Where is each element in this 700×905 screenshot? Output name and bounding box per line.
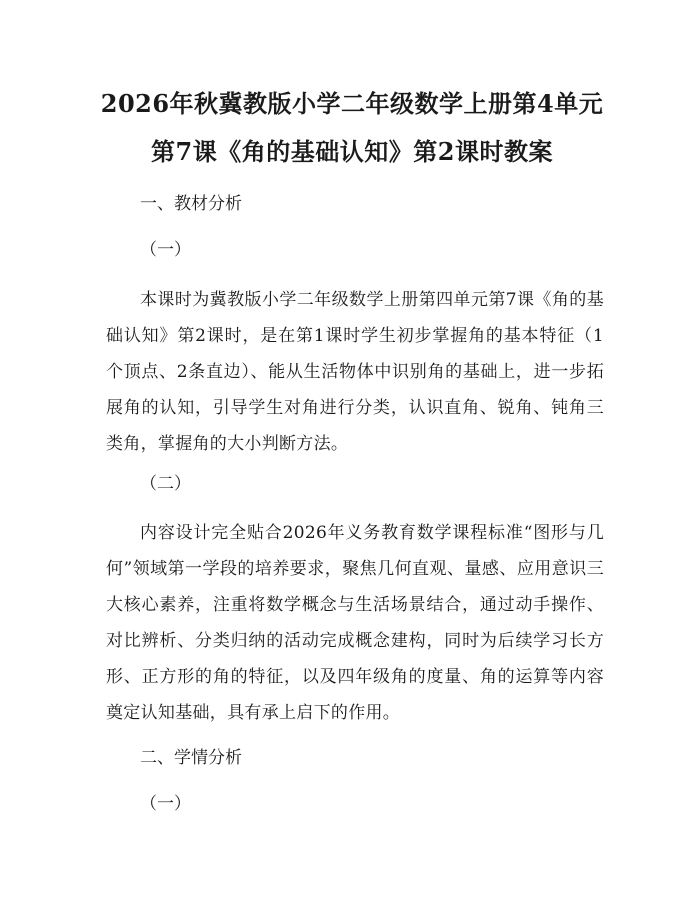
paragraph-lesson-overview: 本课时为冀教版小学二年级数学上册第四单元第7课《角的基础认知》第2课时，是在第1课时学生初步掌握角的基本特征（1个顶点、2条直边）、能从生活物体中识别角的基础上，进一步拓展角的认知，引导学生对角进行分类，认识直角、锐角、钝角三类角，掌握角的大小判断方法。 xyxy=(106,290,604,454)
subsection-label-2: （二） xyxy=(140,474,191,494)
document-title: 2026年秋冀教版小学二年级数学上册第4单元第7课《角的基础认知》第2课时教案 xyxy=(100,89,604,166)
paragraph-curriculum-alignment: 内容设计完全贴合2026年义务教育数学课程标准“图形与几何”领域第一学段的培养要求，聚焦几何直观、量感、应用意识三大核心素养，注重将数学概念与生活场景结合，通过动手操作、对比辨析、分类归纳的活动完成概念建构，同时为后续学习长方形、正方形的角的特征，以及四年级角的度量、角的运算等内容奠定认知基础，具有承上启下的作用。 xyxy=(106,523,604,723)
section-heading-student-analysis: 二、学情分析 xyxy=(140,748,242,768)
subsection-label-3: （一） xyxy=(140,794,191,814)
subsection-label-1: （一） xyxy=(140,240,191,260)
section-heading-textbook-analysis: 一、教材分析 xyxy=(140,194,242,214)
